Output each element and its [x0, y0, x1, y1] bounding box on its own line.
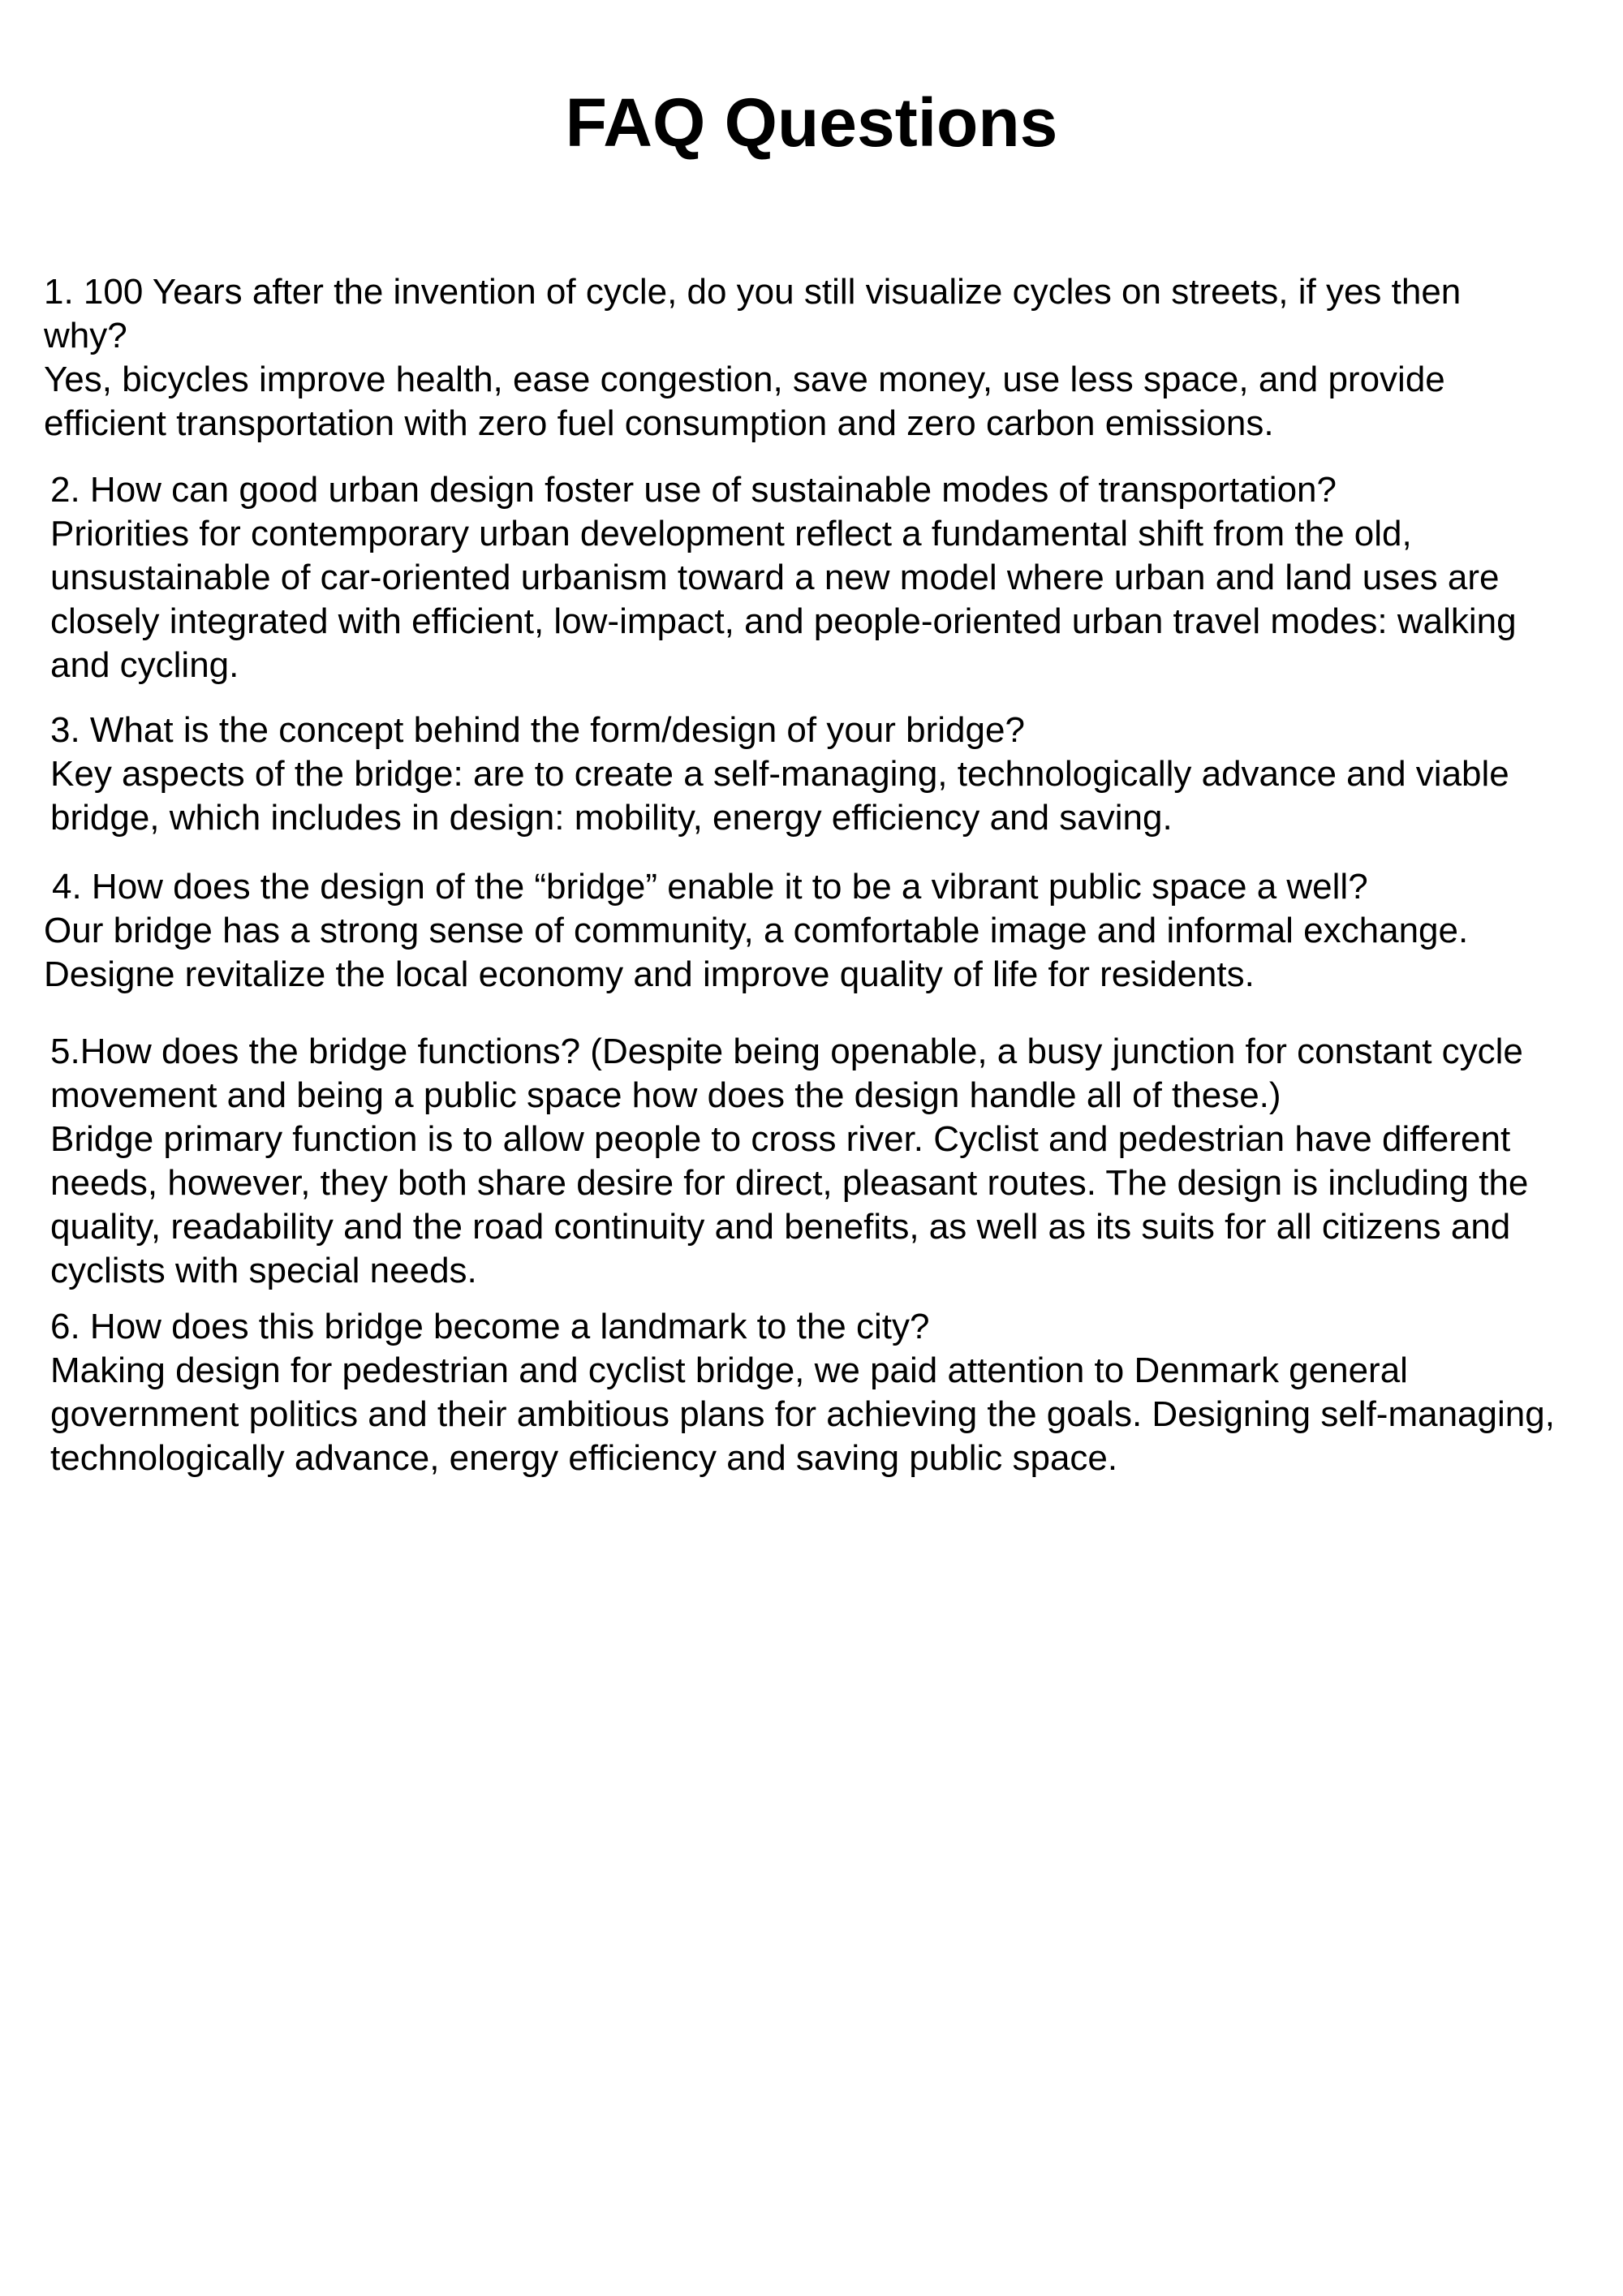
faq-3-answer-line-1: Key aspects of the bridge: are to create a self-managing, technologically advance and viable	[50, 754, 1509, 794]
faq-1-answer-line-1: Yes, bicycles improve health, ease congestion, save money, use less space, and provide	[44, 360, 1445, 399]
faq-6-answer-line-1: Making design for pedestrian and cyclist bridge, we paid attention to Denmark general	[50, 1350, 1408, 1390]
faq-5-answer-line-1: Bridge primary function is to allow people to cross river. Cyclist and pedestrian have different	[50, 1119, 1511, 1159]
faq-5-answer-line-2: needs, however, they both share desire for direct, pleasant routes. The design is including the	[50, 1163, 1529, 1203]
faq-2-answer-line-4: and cycling.	[50, 645, 239, 685]
page-title: FAQ Questions	[565, 84, 1058, 161]
faq-1-question-line-2: why?	[44, 316, 127, 355]
faq-2-answer-line-1: Priorities for contemporary urban development reflect a fundamental shift from the old,	[50, 514, 1412, 554]
faq-item-2	[50, 468, 1517, 687]
faq-5-answer-line-4: cyclists with special needs.	[50, 1251, 477, 1290]
faq-1-answer-line-2: efficient transportation with zero fuel consumption and zero carbon emissions.	[44, 403, 1274, 443]
faq-6-question-line-1: 6. How does this bridge become a landmark to the city?	[50, 1307, 930, 1346]
faq-item-5	[50, 1030, 1528, 1293]
faq-4-question-line-1: 4. How does the design of the “bridge” enable it to be a vibrant public space a well?	[52, 867, 1368, 907]
faq-2-answer-line-2: unsustainable of car-oriented urbanism toward a new model where urban and land uses are	[50, 558, 1500, 597]
faq-2-question-line-1: 2. How can good urban design foster use of sustainable modes of transportation?	[50, 470, 1337, 510]
faq-3-answer-line-2: bridge, which includes in design: mobility, energy efficiency and saving.	[50, 798, 1173, 838]
faq-5-answer-line-3: quality, readability and the road continuity and benefits, as well as its suits for all citizens and	[50, 1207, 1511, 1247]
faq-4-answer-line-2: Designe revitalize the local economy and improve quality of life for residents.	[44, 954, 1255, 994]
faq-item-1	[44, 270, 1461, 446]
faq-5-question-line-1: 5.How does the bridge functions? (Despite being openable, a busy junction for constant cycle	[50, 1032, 1523, 1071]
faq-item-6	[50, 1305, 1555, 1480]
faq-5-question-line-2: movement and being a public space how does the design handle all of these.)	[50, 1075, 1281, 1115]
faq-1-question-line-1: 1. 100 Years after the invention of cycle, do you still visualize cycles on streets, if yes then	[44, 272, 1462, 312]
faq-6-answer-line-2: government politics and their ambitious plans for achieving the goals. Designing self-managing,	[50, 1394, 1555, 1434]
faq-6-answer-line-3: technologically advance, energy efficiency and saving public space.	[50, 1438, 1118, 1478]
faq-item-3	[50, 709, 1509, 840]
faq-3-question-line-1: 3. What is the concept behind the form/design of your bridge?	[50, 710, 1025, 750]
faq-4-answer-line-1: Our bridge has a strong sense of community, a comfortable image and informal exchange.	[44, 911, 1469, 950]
faq-item-4	[44, 865, 1468, 997]
faq-2-answer-line-3: closely integrated with efficient, low-impact, and people-oriented urban travel modes: walking	[50, 601, 1517, 641]
